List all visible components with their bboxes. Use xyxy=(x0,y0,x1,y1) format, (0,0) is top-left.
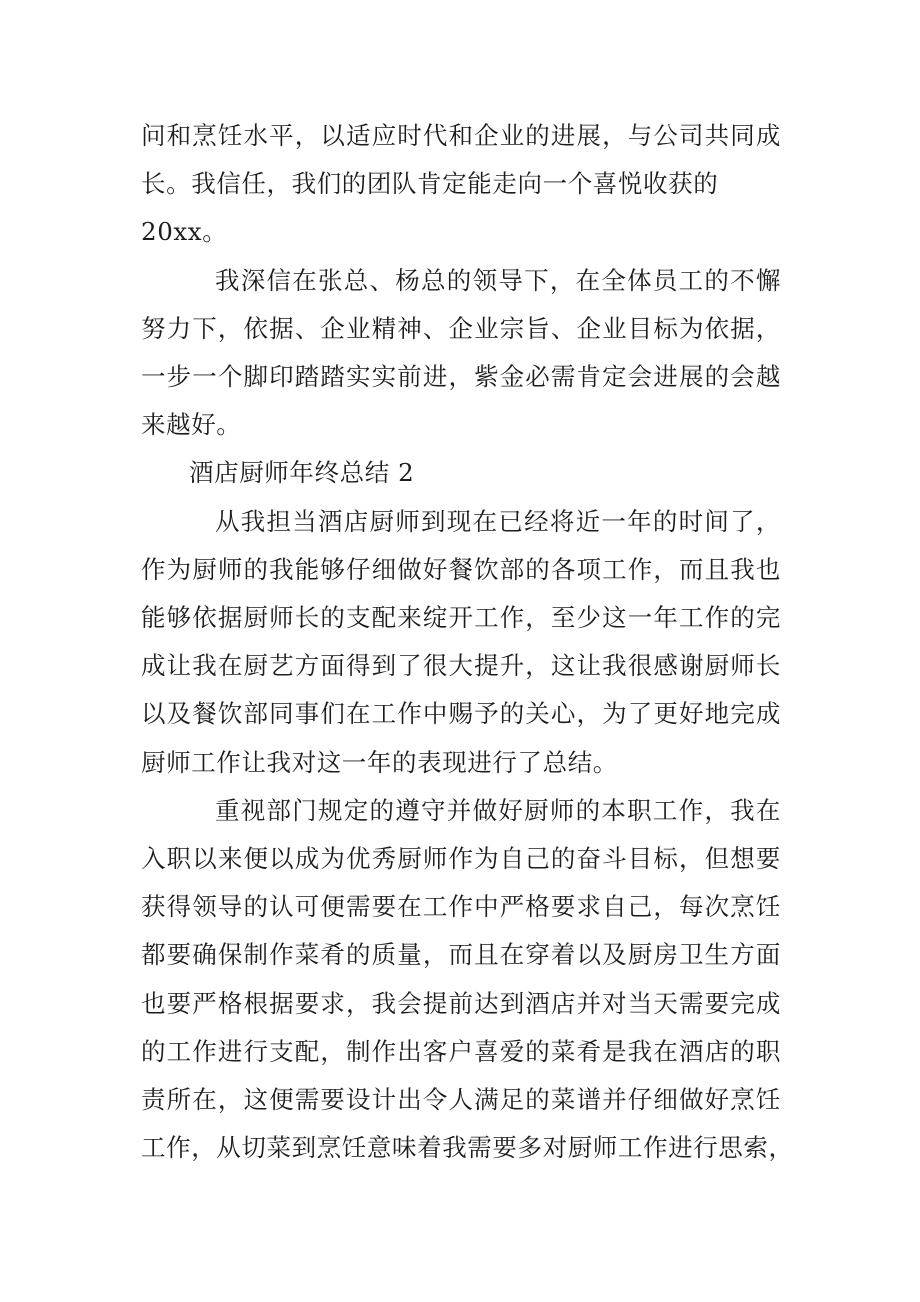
text-line: 我深信在张总、杨总的领导下，在全体员工的不懈 xyxy=(215,265,781,295)
text-line: 入职以来便以成为优秀厨师作为自己的奋斗目标，但想要 xyxy=(141,844,781,874)
text-line: 成让我在厨艺方面得到了很大提升，这让我很感谢厨师长 xyxy=(141,651,781,681)
text-line: 作为厨师的我能够仔细做好餐饮部的各项工作，而且我也 xyxy=(141,554,781,584)
text-line: 厨师工作让我对这一年的表现进行了总结。 xyxy=(141,747,618,777)
text-line: 以及餐饮部同事们在工作中赐予的关心，为了更好地完成 xyxy=(141,699,781,729)
text-line: 努力下，依据、企业精神、企业宗旨、企业目标为依据， xyxy=(141,313,781,343)
text-line: 重视部门规定的遵守并做好厨师的本职工作，我在 xyxy=(215,795,781,825)
text-line: 长。我信任，我们的团队肯定能走向一个喜悦收获的 xyxy=(141,169,719,199)
document-body xyxy=(141,112,794,1172)
text-line: 问和烹饪水平，以适应时代和企业的进展，与公司共同成 xyxy=(141,121,781,150)
text-line: 能够依据厨师长的支配来绽开工作，至少这一年工作的完 xyxy=(141,603,781,633)
text-line: 一步一个脚印踏踏实实前进，紫金必需肯定会进展的会越 xyxy=(141,362,781,392)
text-line: 责所在，这便需要设计出令人满足的菜谱并仔细做好烹饪 xyxy=(141,1085,781,1115)
paragraph-3 xyxy=(141,498,781,787)
paragraph-2 xyxy=(141,257,781,450)
text-line: 工作，从切菜到烹饪意味着我需要多对厨师工作进行思索， xyxy=(141,1133,794,1163)
text-line: 也要严格根据要求，我会提前达到酒店并对当天需要完成 xyxy=(141,988,781,1018)
paragraph-4 xyxy=(141,787,794,1173)
text-line: 来越好。 xyxy=(141,410,242,440)
text-line: 的工作进行支配，制作出客户喜爱的菜肴是我在酒店的职 xyxy=(141,1036,781,1066)
paragraph-1 xyxy=(141,112,781,257)
text-line: 获得领导的认可便需要在工作中严格要求自己，每次烹饪 xyxy=(141,892,781,922)
text-line: 都要确保制作菜肴的质量，而且在穿着以及厨房卫生方面 xyxy=(141,940,781,970)
section-heading xyxy=(141,449,781,497)
text-line: 从我担当酒店厨师到现在已经将近一年的时间了， xyxy=(215,506,781,536)
heading-line: 酒店厨师年终总结 2 xyxy=(189,458,415,488)
text-line: 20xx。 xyxy=(141,217,228,247)
